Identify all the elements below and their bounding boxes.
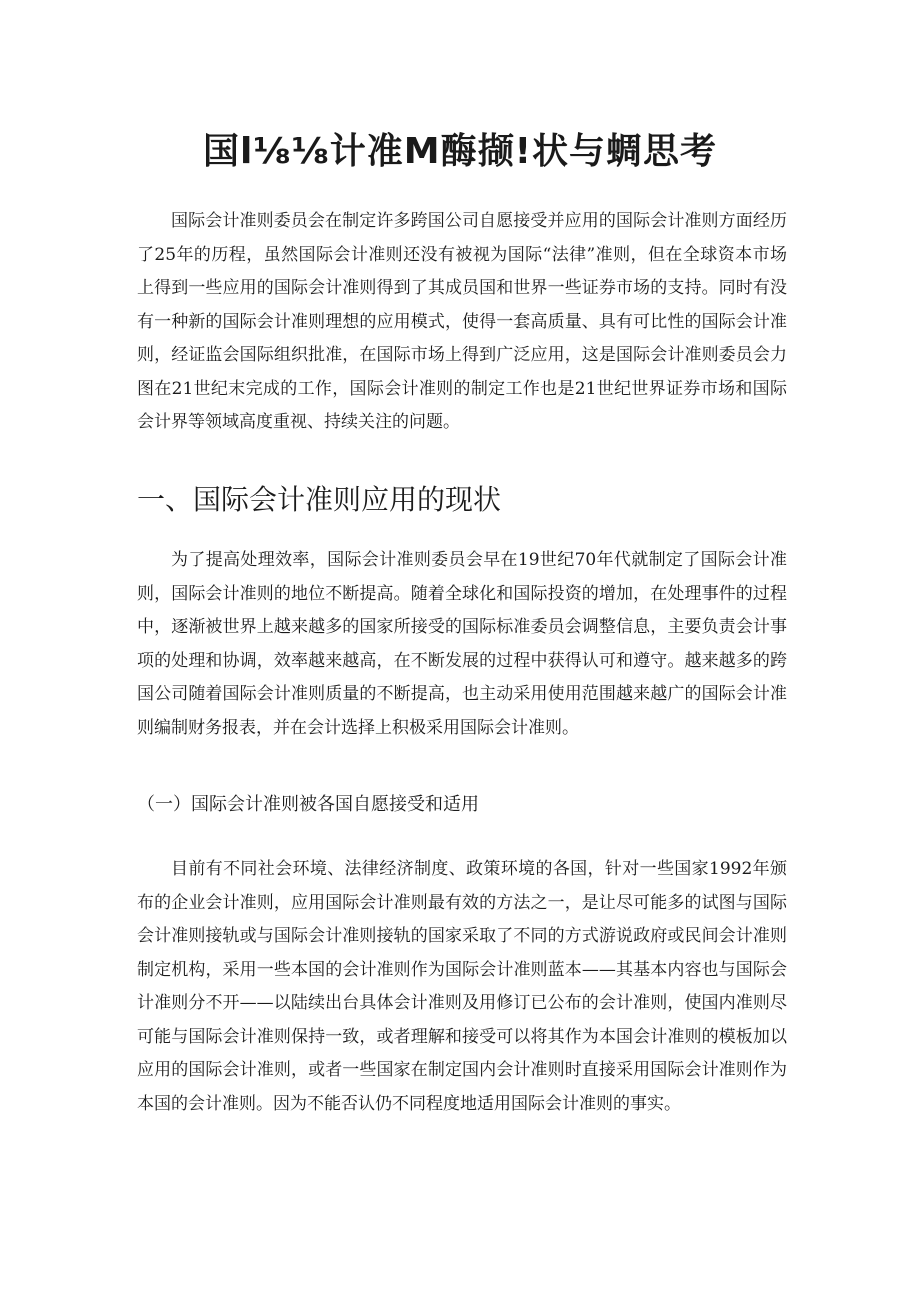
subsection-heading: （一）国际会计准则被各国自愿接受和适用 <box>137 794 479 815</box>
section-heading: 一、国际会计准则应用的现状 <box>137 483 502 516</box>
document-title: 国l⅛⅛计准M酶撷!状与蜩思考 <box>202 131 718 172</box>
section-paragraph: 为了提高处理效率，国际会计准则委员会早在19世纪70年代就制定了国际会计准则，国际会计准则的地位不断提高。随着全球化和国际投资的增加，在处理事件的过程中，逐渐被世界上越来越多的国家所接受的国际标准委员会调整信息，主要负责会计事项的处理和协调，效率越来越高，在不断发展的过程中获得认可和遵守。越来越多的跨国公司随着国际会计准则质量的不断提高，也主动采用使用范围越来越广的国际会计准则编制财务报表，并在会计选择上积极采用国际会计准则。 <box>137 550 787 738</box>
subsection-paragraph: 目前有不同社会环境、法律经济制度、政策环境的各国，针对一些国家1992年颁布的企业会计准则，应用国际会计准则最有效的方法之一，是让尽可能多的试图与国际会计准则接轨或与国际会计准则接轨的国家采取了不同的方式游说政府或民间会计准则制定机构，采用一些本国的会计准则作为国际会计准则蓝本——其基本内容也与国际会计准则分不开——以陆续出台具体会计准则及用修订已公布的会计准则，使国内准则尽可能与国际会计准则保持一致，或者理解和接受可以将其作为本国会计准则的模板加以应用的国际会计准则，或者一些国家在制定国内会计准则时直接采用国际会计准则作为本国的会计准则。因为不能否认仍不同程度地适用国际会计准则的事实。 <box>137 859 787 1114</box>
intro-paragraph: 国际会计准则委员会在制定许多跨国公司自愿接受并应用的国际会计准则方面经历了25年的历程，虽然国际会计准则还没有被视为国际“法律”准则，但在全球资本市场上得到一些应用的国际会计准则得到了其成员国和世界一些证券市场的支持。同时有没有一种新的国际会计准则理想的应用模式，使得一套高质量、具有可比性的国际会计准则，经证监会国际组织批准，在国际市场上得到广泛应用，这是国际会计准则委员会力图在21世纪末完成的工作，国际会计准则的制定工作也是21世纪世界证券市场和国际会计界等领域高度重视、持续关注的问题。 <box>137 211 787 432</box>
